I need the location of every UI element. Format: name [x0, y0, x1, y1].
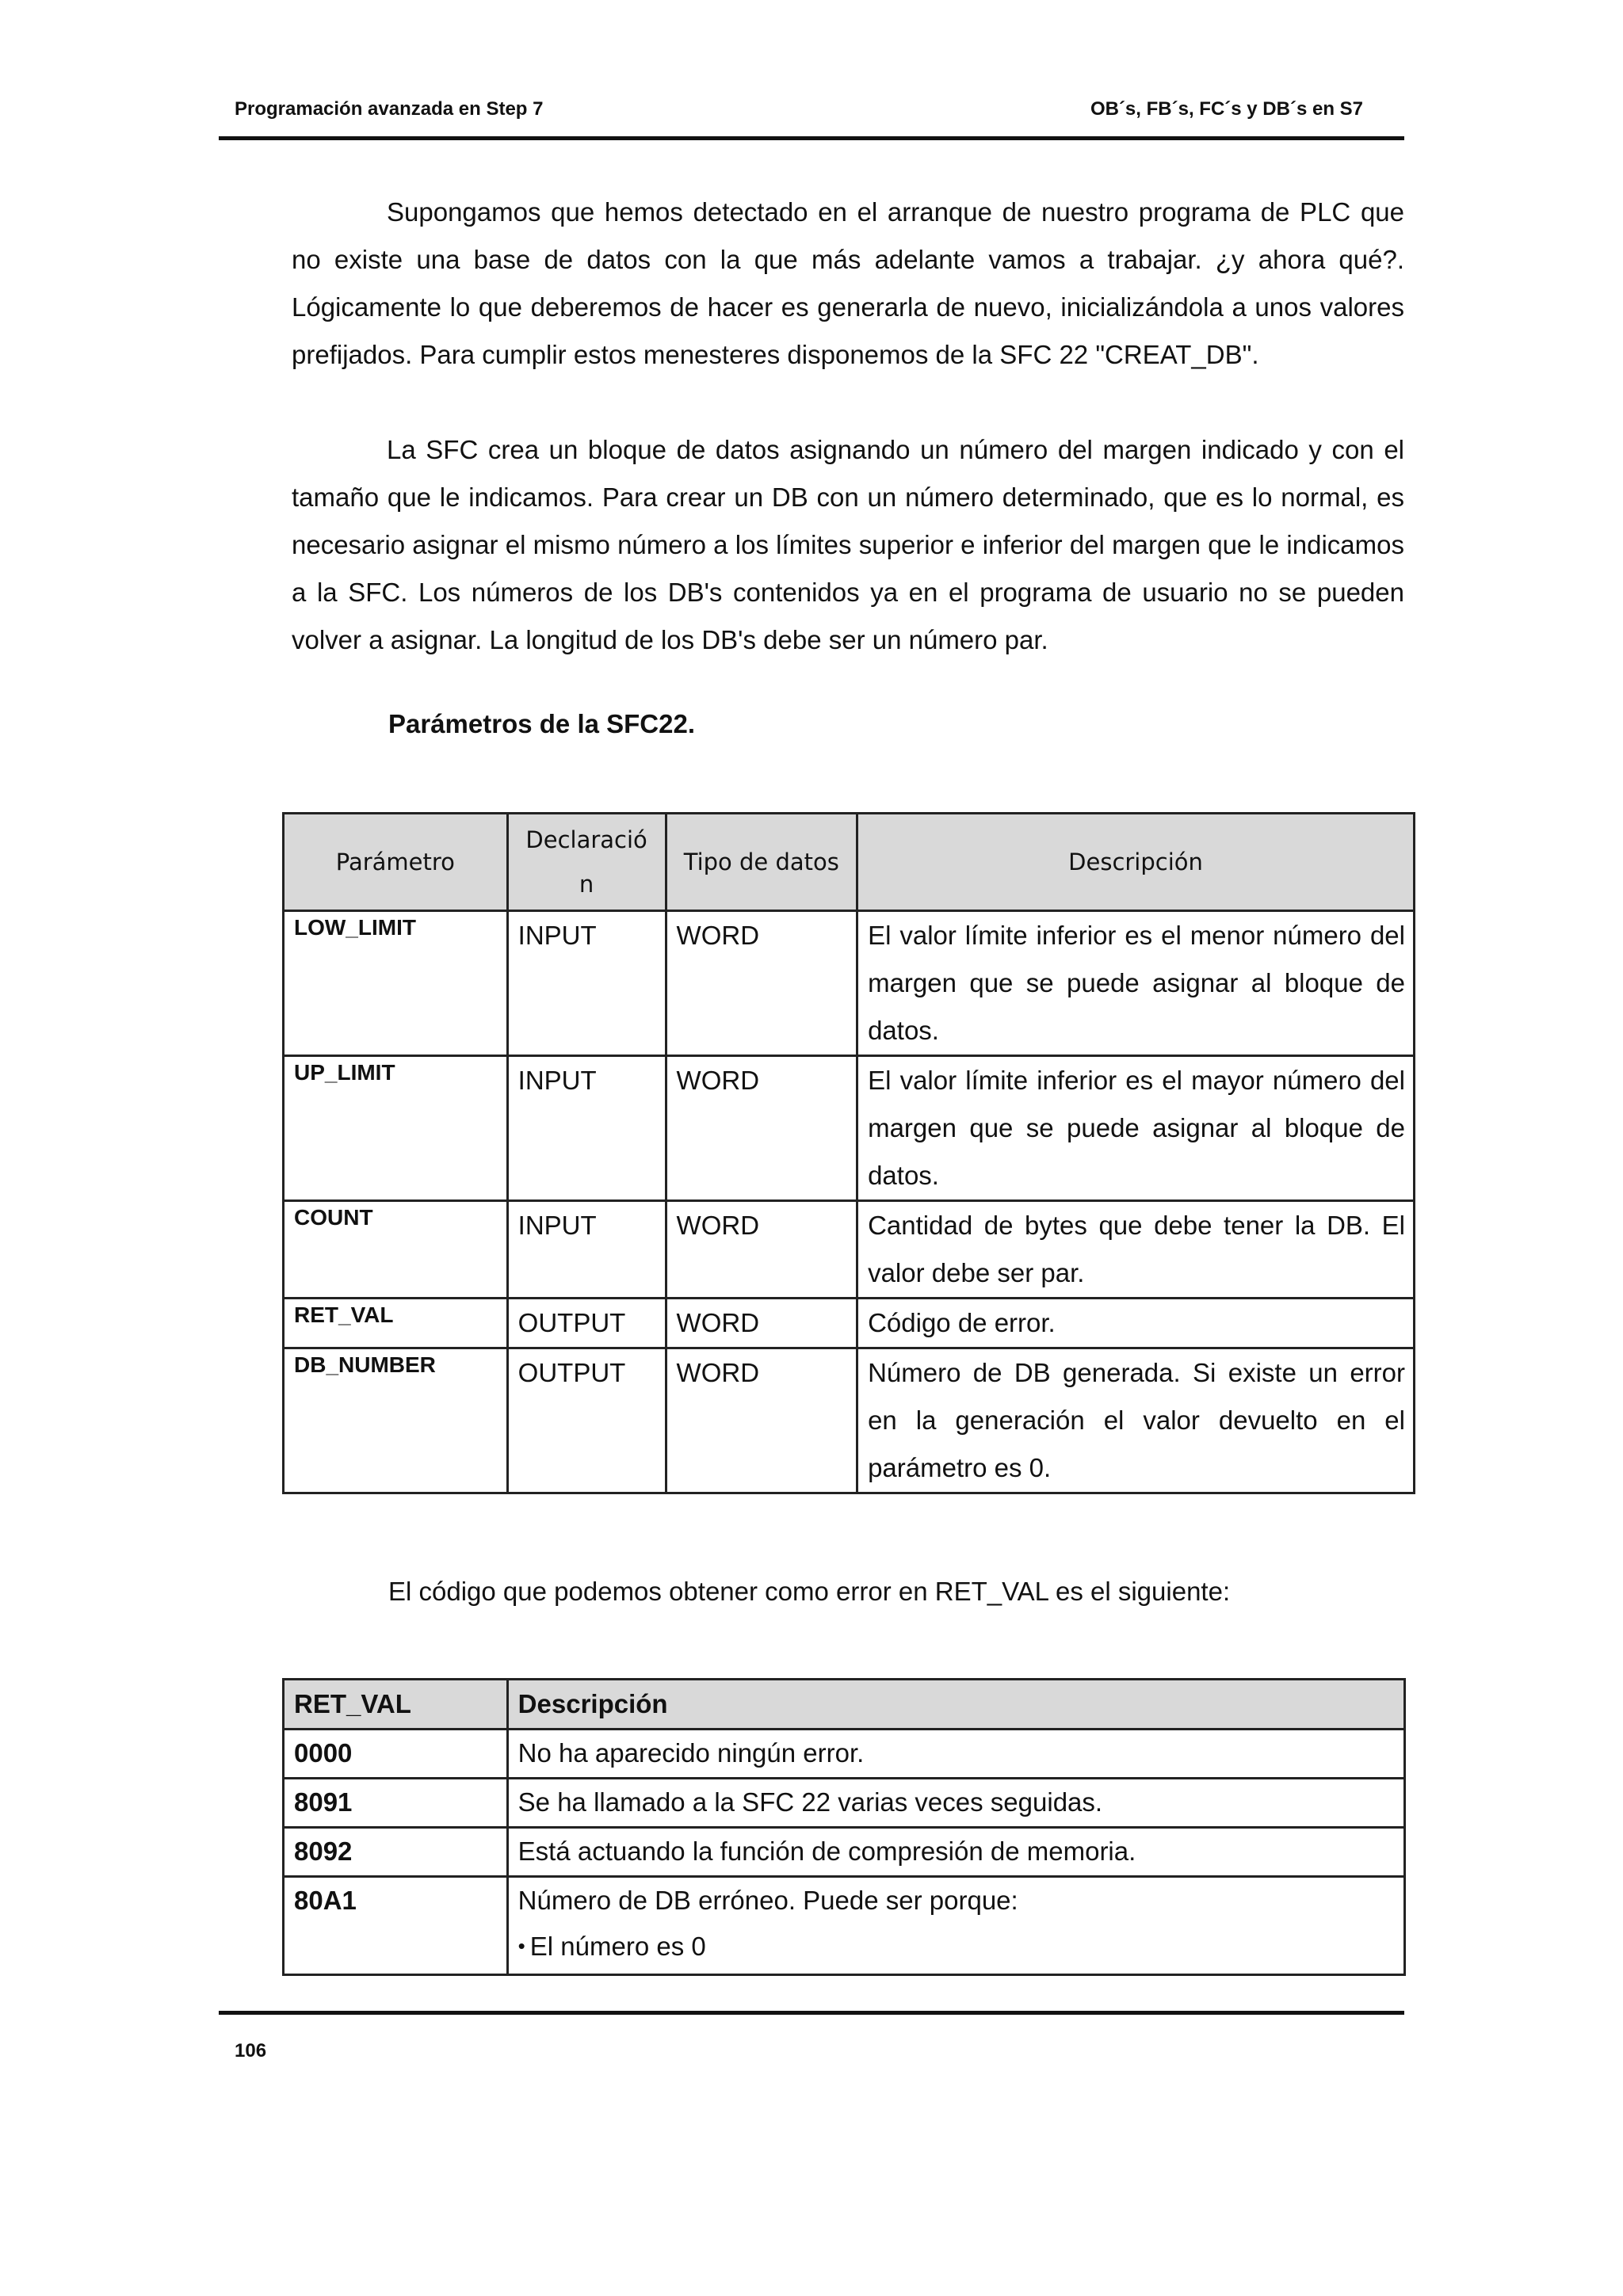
table-row: [284, 911, 1415, 1056]
param-name: COUNT: [284, 1201, 508, 1299]
header-rule: [219, 136, 1404, 140]
param-name: RET_VAL: [284, 1299, 508, 1348]
error-codes-intro: El código que podemos obtener como error en RET_VAL es el siguiente:: [388, 1577, 1231, 1606]
paragraph-intro: [292, 189, 1404, 379]
param-description: Cantidad de bytes que debe tener la DB. El valor debe ser par.: [857, 1201, 1415, 1299]
param-description: Código de error.: [857, 1299, 1415, 1348]
header-parametro: Parámetro: [284, 814, 508, 911]
header-descripcion: Descripción: [507, 1680, 1404, 1730]
param-type: WORD: [666, 1348, 857, 1493]
error-codes-table: [282, 1678, 1406, 1976]
param-declaration: INPUT: [507, 1201, 666, 1299]
paragraph-sfc-rest: el tamaño que le indicamos. Para crear un DB con un número determinado, que es lo normal, es necesario asignar el mismo número a los límites superior e inferior del margen que le indicamos a la SFC. Los números de los DB's contenidos ya en el programa de usuario no se pueden volver a asignar. La longitud de los DB's debe ser un número par.: [292, 435, 1404, 654]
table-row: [284, 1299, 1415, 1348]
error-code: 8092: [284, 1828, 508, 1877]
table-row: [284, 1730, 1405, 1779]
error-description-cell: [507, 1877, 1404, 1975]
param-name: UP_LIMIT: [284, 1056, 508, 1201]
param-type: WORD: [666, 1201, 857, 1299]
table-row: [284, 1056, 1415, 1201]
error-description: No ha aparecido ningún error.: [507, 1730, 1404, 1779]
param-description: Número de DB generada. Si existe un error en la generación el valor devuelto en el parámetro es 0.: [857, 1348, 1415, 1493]
header-tipo-datos: Tipo de datos: [666, 814, 857, 911]
param-description: El valor límite inferior es el mayor número del margen que se puede asignar al bloque de datos.: [857, 1056, 1415, 1201]
table-row: [284, 1779, 1405, 1828]
error-code: 80A1: [284, 1877, 508, 1975]
param-description: El valor límite inferior es el menor número del margen que se puede asignar al bloque de datos.: [857, 911, 1415, 1056]
paragraph-sfc-first-line: La SFC crea un bloque de datos asignando un número del margen indicado y con: [387, 435, 1374, 464]
paragraph-sfc-description: [292, 426, 1404, 664]
table-row: [284, 1877, 1405, 1975]
param-name: DB_NUMBER: [284, 1348, 508, 1493]
param-declaration: OUTPUT: [507, 1348, 666, 1493]
running-header-left: Programación avanzada en Step 7: [235, 98, 544, 120]
section-title: Parámetros de la SFC22.: [388, 709, 696, 738]
running-header-right: OB´s, FB´s, FC´s y DB´s en S7: [1090, 98, 1363, 120]
param-declaration: INPUT: [507, 1056, 666, 1201]
table-row: [284, 1828, 1405, 1877]
table-row: [284, 1348, 1415, 1493]
error-code: 0000: [284, 1730, 508, 1779]
param-type: WORD: [666, 1299, 857, 1348]
param-declaration: OUTPUT: [507, 1299, 666, 1348]
error-description: Número de DB erróneo. Puede ser porque:: [517, 1886, 1018, 1915]
error-description: Se ha llamado a la SFC 22 varias veces seguidas.: [507, 1779, 1404, 1828]
parameters-table: [282, 812, 1415, 1494]
table-row: [284, 1201, 1415, 1299]
error-description: Está actuando la función de compresión de memoria.: [507, 1828, 1404, 1877]
parameters-header-row: [284, 814, 1415, 911]
header-ret-val: RET_VAL: [284, 1680, 508, 1730]
paragraph-intro-rest: que no existe una base de datos con la que más adelante vamos a trabajar. ¿y ahora qué?. Lógicamente lo que deberemos de hacer es generarla de nuevo, inicializándola a unos valores prefijados. Para cumplir estos menesteres disponemos de la SFC 22 "CREAT_DB".: [292, 197, 1404, 369]
header-descripcion: Descripción: [857, 814, 1415, 911]
param-declaration: INPUT: [507, 911, 666, 1056]
page-number: 106: [235, 2040, 267, 2061]
error-code: 8091: [284, 1779, 508, 1828]
header-declaracion: Declaració n: [507, 814, 666, 911]
bullet-item: [518, 1924, 1396, 1971]
param-type: WORD: [666, 1056, 857, 1201]
bullet-text: El número es 0: [529, 1932, 706, 1961]
paragraph-intro-first-line: Supongamos que hemos detectado en el arranque de nuestro programa de PLC: [387, 197, 1351, 227]
footer-rule: [219, 2011, 1404, 2015]
codes-header-row: [284, 1680, 1405, 1730]
param-type: WORD: [666, 911, 857, 1056]
param-name: LOW_LIMIT: [284, 911, 508, 1056]
